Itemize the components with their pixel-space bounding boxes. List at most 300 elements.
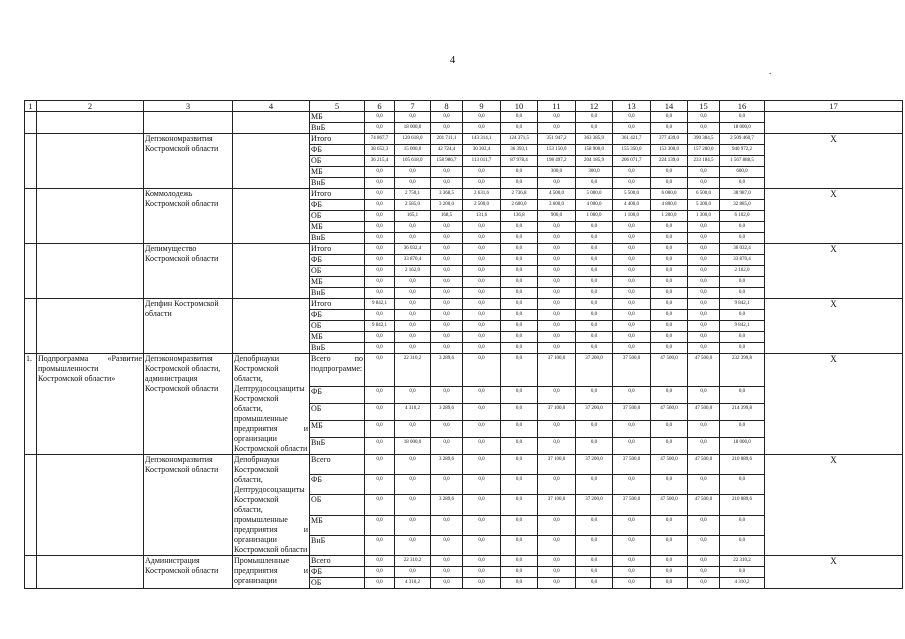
value-cell: 0,0 (720, 567, 765, 578)
budget-source-label: Итого (310, 244, 365, 255)
value-cell: 0,0 (651, 386, 688, 403)
value-cell: 0,0 (613, 386, 651, 403)
value-cell: 0,0 (463, 288, 501, 299)
value-cell: 0,0 (576, 244, 613, 255)
value-cell: 0,0 (365, 189, 395, 200)
value-cell: 0,0 (576, 437, 613, 454)
value-cell: 0,0 (431, 420, 463, 437)
value-cell: 37 200,0 (576, 354, 613, 387)
value-cell: 37 500,0 (613, 495, 651, 515)
budget-source-label: ФБ (310, 255, 365, 266)
value-cell: 0,0 (501, 515, 538, 535)
value-cell: 0,0 (365, 233, 395, 244)
value-cell: 0,0 (395, 310, 431, 321)
value-cell: 0,0 (463, 222, 501, 233)
value-cell: 0,0 (651, 535, 688, 555)
table-row (25, 354, 903, 387)
value-cell: 0,0 (651, 277, 688, 288)
value-cell: 0,0 (463, 455, 501, 475)
value-cell: 390 384,5 (688, 134, 720, 145)
value-cell: 0,0 (688, 266, 720, 277)
value-cell: 0,0 (688, 437, 720, 454)
value-cell: 0,0 (463, 255, 501, 266)
executor-cell: Администрация Костромской области (144, 556, 233, 589)
value-cell: 0,0 (501, 310, 538, 321)
value-cell: 0,0 (613, 310, 651, 321)
value-cell: 0,0 (365, 266, 395, 277)
value-cell: 4 000,0 (576, 200, 613, 211)
value-cell: 1 300,0 (688, 211, 720, 222)
table-row (25, 244, 903, 255)
value-cell: 0,0 (501, 455, 538, 475)
value-cell: 0,0 (613, 343, 651, 354)
value-cell: 0,0 (501, 420, 538, 437)
column-header: 2 (37, 101, 144, 112)
value-cell: 0,0 (431, 578, 463, 589)
executor-cell: Коммолодежь Костромской области (144, 189, 233, 244)
value-cell: 5 000,0 (576, 189, 613, 200)
value-cell: 124 371,5 (501, 134, 538, 145)
value-cell: 0,0 (576, 343, 613, 354)
budget-source-label: ВнБ (310, 343, 365, 354)
budget-source-label: ОБ (310, 403, 365, 420)
value-cell: 0,0 (720, 310, 765, 321)
value-cell: 0,0 (431, 332, 463, 343)
value-cell: 0,0 (501, 556, 538, 567)
value-cell: 0,0 (576, 420, 613, 437)
value-cell: 0,0 (365, 255, 395, 266)
value-cell: 0,0 (538, 567, 576, 578)
value-cell: 37 100,0 (538, 495, 576, 515)
participant-cell: Депобрнауки Костромской области, Дептрудосоцзащиты Костромской области, промышленные предприятия и организации Костромской области (234, 354, 308, 453)
value-cell: 0,0 (720, 288, 765, 299)
value-cell: 0,0 (688, 556, 720, 567)
budget-source-label: ФБ (310, 310, 365, 321)
value-cell: 0,0 (613, 266, 651, 277)
program-cell (37, 299, 144, 354)
value-cell: 0,0 (613, 123, 651, 134)
value-cell: 0,0 (395, 386, 431, 403)
table-row (25, 112, 903, 123)
value-cell: 0,0 (395, 288, 431, 299)
value-cell: 165,1 (395, 211, 431, 222)
value-cell: 36 393,1 (501, 145, 538, 156)
value-cell: 0,0 (365, 578, 395, 589)
budget-source-label: Всего по подпрограмме: (310, 354, 365, 387)
value-cell: 0,0 (576, 222, 613, 233)
value-cell: 0,0 (688, 332, 720, 343)
budget-source-label: МБ (310, 420, 365, 437)
value-cell: 105 618,0 (395, 156, 431, 167)
value-cell: 38 652,3 (365, 145, 395, 156)
executor-cell: Депфин Костромской области (144, 299, 233, 354)
value-cell: 0,0 (431, 288, 463, 299)
value-cell: 0,0 (538, 299, 576, 310)
value-cell: 0,0 (365, 354, 395, 387)
value-cell: 0,0 (501, 437, 538, 454)
value-cell: 0,0 (538, 255, 576, 266)
value-cell: 0,0 (720, 233, 765, 244)
value-cell: 363 385,9 (576, 134, 613, 145)
value-cell: 18 000,0 (720, 123, 765, 134)
value-cell: 0,0 (431, 535, 463, 555)
value-cell: 0,0 (463, 578, 501, 589)
value-cell: 0,0 (365, 437, 395, 454)
value-cell: 0,0 (431, 123, 463, 134)
value-cell: 5 500,0 (613, 189, 651, 200)
value-cell: 0,0 (576, 299, 613, 310)
value-cell: 0,0 (463, 535, 501, 555)
value-cell: 131,6 (463, 211, 501, 222)
budget-source-label: МБ (310, 332, 365, 343)
value-cell: 0,0 (431, 244, 463, 255)
value-cell: 0,0 (431, 167, 463, 178)
row-number-cell (25, 455, 37, 556)
value-cell: 33 870,4 (395, 255, 431, 266)
participant-cell (233, 112, 310, 134)
mark-cell: X (765, 299, 903, 354)
executor-cell: Депэкономразвития Костромской области (144, 455, 233, 556)
program-cell: Подпрограмма «Развитие промышленности Костромской области» (37, 354, 144, 455)
value-cell: 0,0 (613, 288, 651, 299)
value-cell: 0,0 (651, 255, 688, 266)
value-cell: 0,0 (463, 233, 501, 244)
value-cell: 0,0 (688, 567, 720, 578)
value-cell: 0,0 (538, 556, 576, 567)
value-cell: 2 509 460,7 (720, 134, 765, 145)
column-header: 1 (25, 101, 37, 112)
value-cell: 232 399,8 (720, 354, 765, 387)
executor-cell: Депэкономразвития Костромской области (144, 134, 233, 189)
value-cell: 0,0 (395, 299, 431, 310)
value-cell: 0,0 (720, 277, 765, 288)
value-cell: 0,0 (651, 112, 688, 123)
value-cell: 37 100,0 (538, 354, 576, 387)
value-cell: 0,0 (501, 123, 538, 134)
value-cell: 0,0 (613, 222, 651, 233)
column-header: 5 (310, 101, 365, 112)
value-cell: 0,0 (365, 244, 395, 255)
value-cell: 0,0 (613, 567, 651, 578)
value-cell: 0,0 (688, 112, 720, 123)
table-row (25, 189, 903, 200)
value-cell: 0,0 (720, 535, 765, 555)
value-cell: 158 900,0 (576, 145, 613, 156)
value-cell: 0,0 (688, 277, 720, 288)
value-cell: 0,0 (576, 266, 613, 277)
column-header: 17 (765, 101, 903, 112)
value-cell: 0,0 (365, 475, 395, 495)
value-cell: 4 500,0 (538, 189, 576, 200)
value-cell: 47 500,0 (688, 455, 720, 475)
value-cell: 0,0 (431, 386, 463, 403)
value-cell: 0,0 (431, 310, 463, 321)
value-cell: 22 310,2 (395, 354, 431, 387)
column-header: 10 (501, 101, 538, 112)
value-cell: 18 000,0 (395, 437, 431, 454)
value-cell: 2 585,0 (395, 200, 431, 211)
budget-source-label: Итого (310, 299, 365, 310)
value-cell: 0,0 (365, 211, 395, 222)
value-cell: 0,0 (688, 123, 720, 134)
row-number-cell (25, 134, 37, 189)
value-cell: 0,0 (395, 475, 431, 495)
value-cell: 0,0 (538, 475, 576, 495)
row-number-cell (25, 556, 37, 589)
value-cell: 0,0 (651, 515, 688, 535)
column-header-row (25, 101, 903, 112)
value-cell: 0,0 (576, 475, 613, 495)
column-header: 11 (538, 101, 576, 112)
budget-source-label: ФБ (310, 386, 365, 403)
budget-source-label: ВнБ (310, 437, 365, 454)
column-header: 4 (233, 101, 310, 112)
value-cell: 143 314,1 (463, 134, 501, 145)
value-cell: 0,0 (613, 578, 651, 589)
value-cell: 0,0 (463, 475, 501, 495)
value-cell: 0,0 (463, 310, 501, 321)
value-cell: 0,0 (651, 222, 688, 233)
value-cell: 4 400,0 (613, 200, 651, 211)
value-cell: 0,0 (651, 299, 688, 310)
page-mark: . (769, 66, 772, 76)
value-cell: 3 289,6 (431, 403, 463, 420)
page-number: 4 (449, 54, 456, 66)
value-cell: 0,0 (365, 222, 395, 233)
value-cell: 0,0 (613, 244, 651, 255)
value-cell: 2 500,0 (463, 200, 501, 211)
value-cell: 0,0 (365, 403, 395, 420)
value-cell: 4 310,2 (395, 403, 431, 420)
value-cell: 0,0 (395, 332, 431, 343)
value-cell: 0,0 (365, 535, 395, 555)
value-cell: 0,0 (395, 277, 431, 288)
value-cell: 0,0 (365, 343, 395, 354)
value-cell: 32 885,0 (720, 200, 765, 211)
value-cell: 2 600,0 (501, 200, 538, 211)
value-cell: 4 310,2 (395, 578, 431, 589)
value-cell: 0,0 (613, 420, 651, 437)
value-cell: 0,0 (395, 420, 431, 437)
mark-cell: X (765, 134, 903, 189)
value-cell: 0,0 (688, 515, 720, 535)
value-cell: 0,0 (576, 288, 613, 299)
value-cell: 0,0 (688, 420, 720, 437)
value-cell: 0,0 (688, 310, 720, 321)
value-cell: 0,0 (395, 535, 431, 555)
value-cell: 0,0 (365, 123, 395, 134)
value-cell: 36 032,4 (395, 244, 431, 255)
value-cell: 0,0 (651, 310, 688, 321)
value-cell: 3 289,6 (431, 354, 463, 387)
value-cell: 210 089,6 (720, 495, 765, 515)
budget-source-label: Всего (310, 556, 365, 567)
value-cell: 0,0 (463, 354, 501, 387)
value-cell: 204 185,9 (576, 156, 613, 167)
column-header: 16 (720, 101, 765, 112)
value-cell: 0,0 (720, 420, 765, 437)
program-cell (37, 244, 144, 299)
value-cell: 300,0 (538, 167, 576, 178)
value-cell: 214 399,8 (720, 403, 765, 420)
budget-source-label: ОБ (310, 211, 365, 222)
column-header: 13 (613, 101, 651, 112)
value-cell: 0,0 (538, 515, 576, 535)
value-cell: 0,0 (576, 112, 613, 123)
value-cell: 0,0 (688, 343, 720, 354)
executor-cell: Депимущество Костромской области (144, 244, 233, 299)
value-cell: 201 711,1 (431, 134, 463, 145)
value-cell: 0,0 (720, 343, 765, 354)
value-cell: 0,0 (688, 299, 720, 310)
budget-source-label: ВнБ (310, 178, 365, 189)
mark-cell: X (765, 244, 903, 299)
value-cell: 136,8 (501, 211, 538, 222)
program-cell (37, 455, 144, 556)
table-row (25, 455, 903, 475)
value-cell: 5 200,0 (688, 200, 720, 211)
value-cell: 0,0 (431, 112, 463, 123)
value-cell: 0,0 (613, 332, 651, 343)
value-cell: 0,0 (576, 515, 613, 535)
value-cell: 0,0 (501, 112, 538, 123)
value-cell: 0,0 (651, 266, 688, 277)
value-cell: 0,0 (538, 310, 576, 321)
value-cell: 0,0 (688, 288, 720, 299)
value-cell: 0,0 (651, 437, 688, 454)
value-cell: 168,5 (431, 211, 463, 222)
value-cell: 0,0 (365, 167, 395, 178)
value-cell: 0,0 (431, 475, 463, 495)
value-cell: 0,0 (688, 321, 720, 332)
budget-source-label: ОБ (310, 156, 365, 167)
value-cell: 37 500,0 (613, 354, 651, 387)
budget-source-label: МБ (310, 277, 365, 288)
budget-source-label: МБ (310, 112, 365, 123)
value-cell: 0,0 (576, 255, 613, 266)
value-cell: 0,0 (538, 123, 576, 134)
value-cell: 0,0 (431, 266, 463, 277)
value-cell: 37 200,0 (576, 495, 613, 515)
value-cell: 0,0 (463, 556, 501, 567)
value-cell: 0,0 (651, 578, 688, 589)
value-cell: 87 978,4 (501, 156, 538, 167)
program-cell (37, 556, 144, 589)
participant-cell (233, 134, 310, 189)
value-cell: 47 500,0 (688, 403, 720, 420)
value-cell: 37 200,0 (576, 455, 613, 475)
value-cell: 0,0 (501, 578, 538, 589)
value-cell: 0,0 (720, 515, 765, 535)
value-cell: 18 000,0 (395, 123, 431, 134)
value-cell: 1 000,0 (576, 211, 613, 222)
value-cell: 4 800,0 (651, 200, 688, 211)
value-cell: 0,0 (365, 420, 395, 437)
value-cell: 157 200,0 (688, 145, 720, 156)
value-cell: 0,0 (538, 233, 576, 244)
value-cell: 0,0 (576, 578, 613, 589)
column-header: 14 (651, 101, 688, 112)
value-cell: 42 724,4 (431, 145, 463, 156)
executor-cell: Депэкономразвития Костромской области, администрация Костромской области (144, 354, 233, 455)
value-cell: 0,0 (613, 299, 651, 310)
value-cell: 377 439,0 (651, 134, 688, 145)
value-cell: 0,0 (463, 299, 501, 310)
value-cell: 0,0 (501, 299, 538, 310)
value-cell: 0,0 (688, 222, 720, 233)
value-cell: 0,0 (538, 386, 576, 403)
value-cell: 0,0 (501, 403, 538, 420)
value-cell: 0,0 (651, 178, 688, 189)
value-cell: 0,0 (538, 535, 576, 555)
value-cell: 0,0 (688, 578, 720, 589)
value-cell: 0,0 (688, 535, 720, 555)
budget-source-label: ОБ (310, 578, 365, 589)
value-cell: 30 302,4 (463, 145, 501, 156)
value-cell: 0,0 (395, 455, 431, 475)
budget-source-label: ФБ (310, 475, 365, 495)
value-cell: 0,0 (688, 255, 720, 266)
value-cell: 0,0 (431, 299, 463, 310)
value-cell: 0,0 (720, 475, 765, 495)
value-cell: 0,0 (365, 310, 395, 321)
value-cell: 0,0 (395, 343, 431, 354)
participant-cell (233, 244, 310, 299)
value-cell: 2 750,1 (395, 189, 431, 200)
value-cell: 0,0 (501, 475, 538, 495)
budget-source-label: ОБ (310, 266, 365, 277)
value-cell: 0,0 (431, 437, 463, 454)
value-cell: 0,0 (463, 343, 501, 354)
value-cell: 37 100,0 (538, 403, 576, 420)
value-cell: 0,0 (576, 556, 613, 567)
value-cell: 361 421,7 (613, 134, 651, 145)
value-cell: 0,0 (538, 437, 576, 454)
value-cell: 37 200,0 (576, 403, 613, 420)
value-cell: 0,0 (651, 233, 688, 244)
value-cell: 0,0 (613, 233, 651, 244)
participant-cell (233, 189, 310, 244)
program-cell (37, 134, 144, 189)
value-cell: 2 631,6 (463, 189, 501, 200)
value-cell: 0,0 (501, 255, 538, 266)
budget-source-label: ФБ (310, 145, 365, 156)
value-cell: 0,0 (463, 515, 501, 535)
value-cell: 0,0 (613, 321, 651, 332)
value-cell: 0,0 (463, 167, 501, 178)
value-cell: 0,0 (651, 244, 688, 255)
budget-source-label: ВнБ (310, 233, 365, 244)
row-number-cell (25, 244, 37, 299)
value-cell: 0,0 (365, 112, 395, 123)
mark-cell: X (765, 354, 903, 455)
value-cell: 0,0 (720, 386, 765, 403)
value-cell: 4 310,2 (720, 578, 765, 589)
table-row (25, 299, 903, 310)
column-header: 9 (463, 101, 501, 112)
value-cell: 6 102,0 (720, 211, 765, 222)
value-cell: 0,0 (651, 332, 688, 343)
value-cell: 22 310,2 (720, 556, 765, 567)
value-cell: 0,0 (365, 455, 395, 475)
value-cell: 0,0 (395, 567, 431, 578)
value-cell: 198 497,2 (538, 156, 576, 167)
value-cell: 113 011,7 (463, 156, 501, 167)
value-cell: 0,0 (365, 386, 395, 403)
value-cell: 9 842,1 (720, 321, 765, 332)
value-cell: 0,0 (688, 167, 720, 178)
budget-source-label: ОБ (310, 321, 365, 332)
